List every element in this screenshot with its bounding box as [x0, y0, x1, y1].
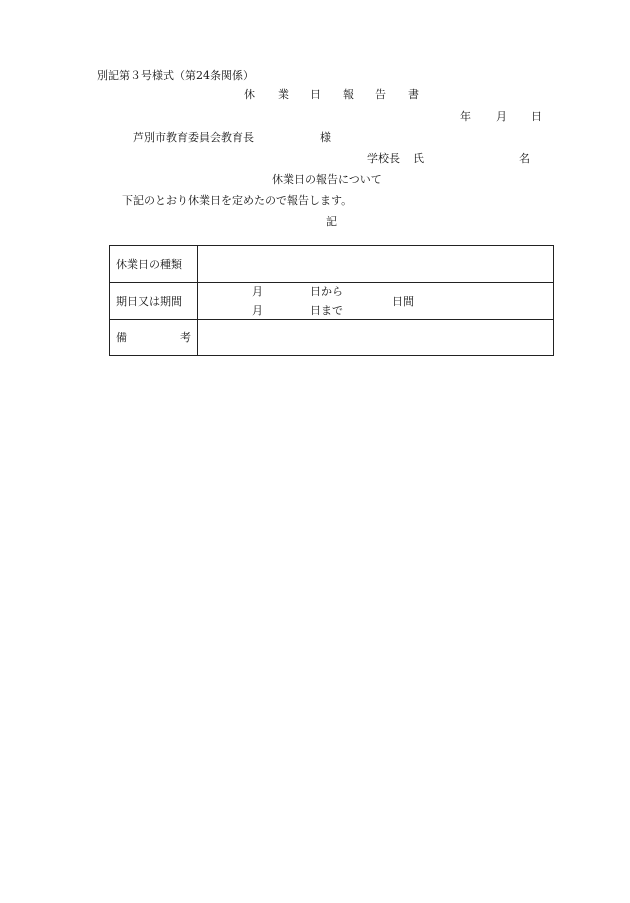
title-char-5: 告	[375, 88, 386, 101]
title-char-4: 報	[343, 88, 354, 101]
remarks-label-right: 考	[180, 331, 191, 344]
addressee-honorific: 様	[320, 131, 331, 144]
date-day-label: 日	[531, 110, 542, 123]
date-year-label: 年	[460, 110, 471, 123]
table-row	[110, 320, 554, 356]
title-char-6: 書	[408, 88, 419, 101]
table-row	[110, 246, 554, 283]
subject-line: 休業日の報告について	[272, 173, 382, 186]
period-value-cell[interactable]	[198, 283, 554, 320]
date-month-label: 月	[496, 110, 507, 123]
to-day-label: 日まで	[310, 304, 343, 317]
to-month-label: 月	[252, 304, 263, 317]
table-row	[110, 283, 554, 320]
from-day-label: 日から	[310, 285, 343, 298]
sender-name-suffix: 名	[519, 152, 530, 165]
sender-name-prefix: 氏	[413, 152, 424, 165]
holiday-type-label: 休業日の種類	[110, 246, 198, 283]
body-text: 下記のとおり休業日を定めたので報告します。	[122, 194, 353, 207]
remarks-label	[110, 320, 198, 356]
title-char-2: 業	[278, 88, 289, 101]
remarks-label-left: 備	[116, 331, 127, 344]
ki-marker: 記	[326, 215, 337, 228]
sender-title: 学校長	[367, 152, 400, 165]
duration-days-label: 日間	[392, 295, 414, 308]
title-char-3: 日	[310, 88, 321, 101]
from-month-label: 月	[252, 285, 263, 298]
holiday-report-table	[109, 245, 554, 356]
title-char-1: 休	[244, 88, 255, 101]
remarks-value-cell[interactable]	[198, 320, 554, 356]
period-label: 期日又は期間	[110, 283, 198, 320]
form-reference: 別記第３号様式（第24条関係）	[97, 69, 254, 82]
addressee-name: 芦別市教育委員会教育長	[133, 131, 254, 144]
holiday-type-value-cell[interactable]	[198, 246, 554, 283]
